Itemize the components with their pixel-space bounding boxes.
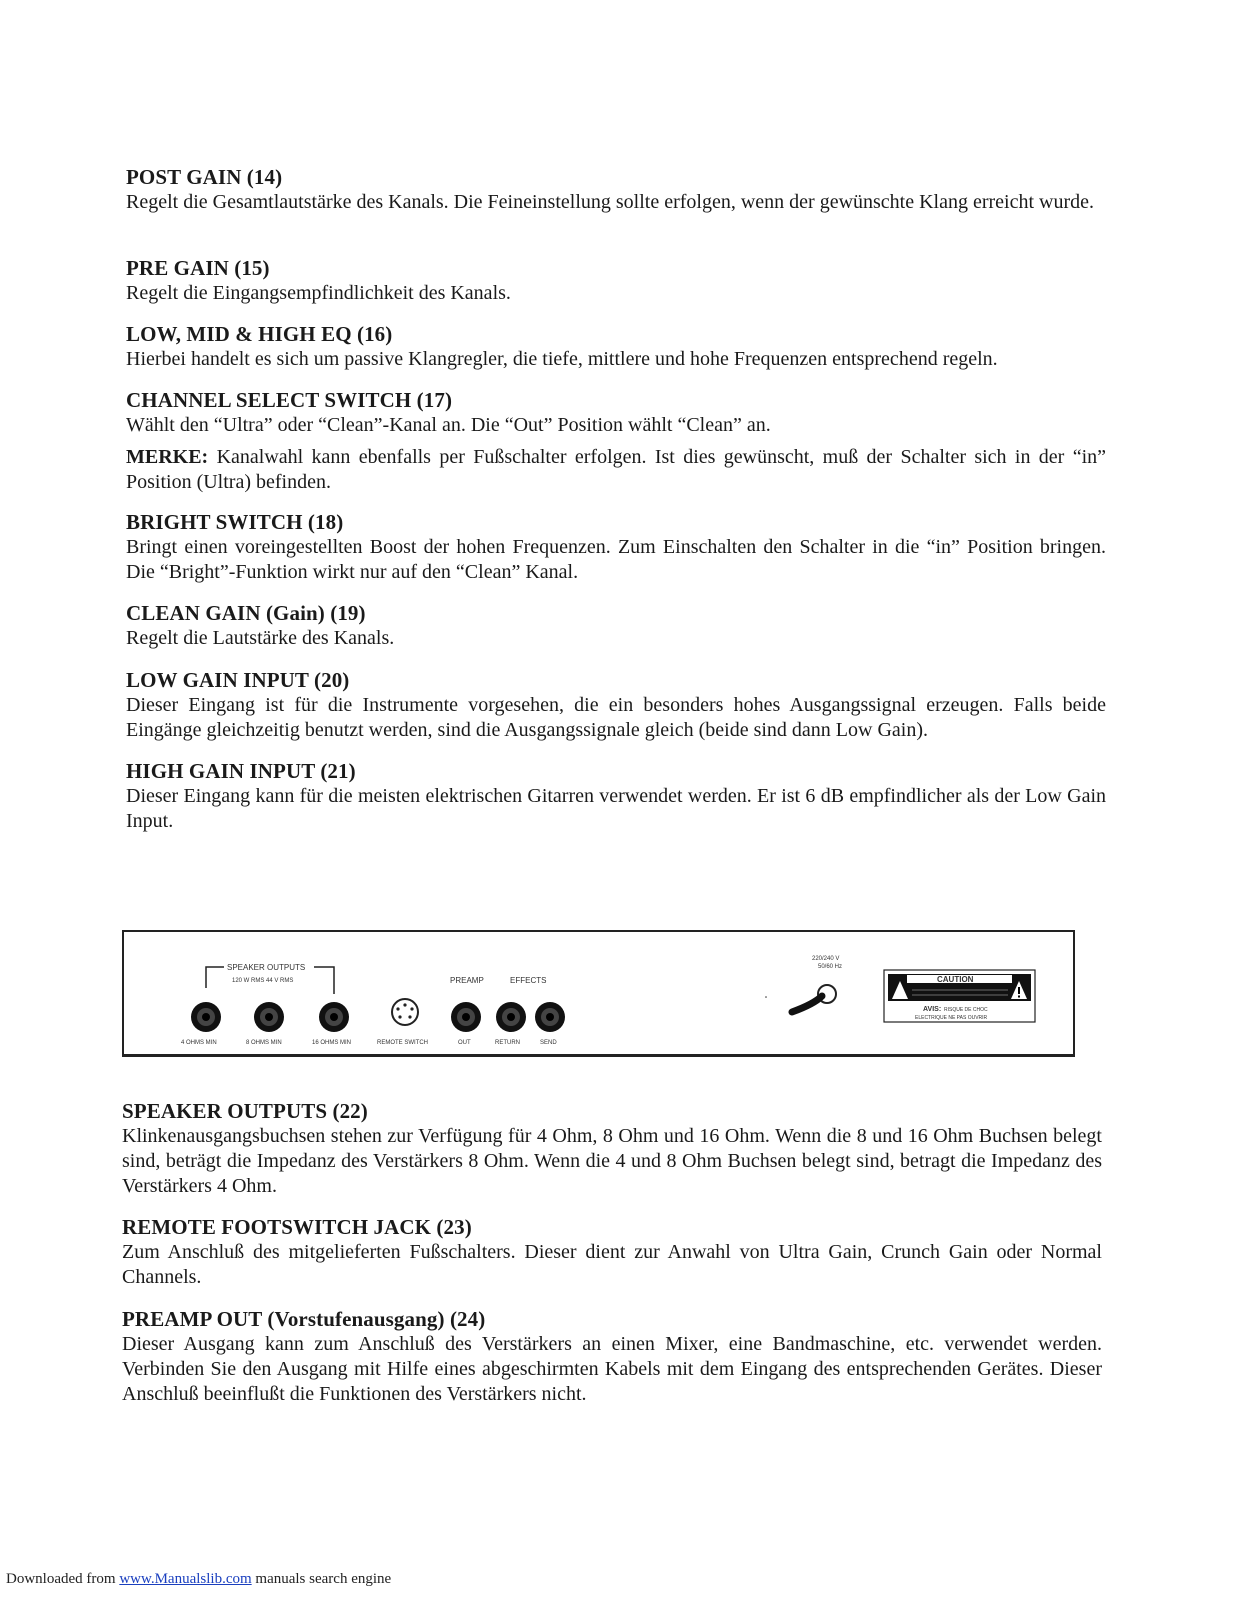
jack-16-ohm [319, 1002, 349, 1032]
effects-label: EFFECTS [510, 976, 547, 985]
section-pre-gain [126, 256, 1106, 306]
jack-8-ohm [254, 1002, 284, 1032]
jack-label-out: OUT [458, 1040, 471, 1046]
section-heading: PRE GAIN (15) [126, 256, 270, 280]
section-heading: PREAMP OUT (Vorstufenausgang) (24) [122, 1307, 486, 1331]
section-preamp-out [122, 1307, 1102, 1407]
speaker-outputs-label: SPEAKER OUTPUTS [227, 963, 306, 972]
section-heading: REMOTE FOOTSWITCH JACK (23) [122, 1215, 472, 1239]
section-heading: POST GAIN (14) [126, 165, 283, 189]
section-text: Dieser Eingang ist für die Instrumente vorgesehen, die ein besonders hohes Ausgangssignal erzeugen. Falls beide Eingänge gleichzeitig benutzt werden, sind die Ausgangssignale gleich (beide sind dann Low Gain). [126, 694, 1106, 741]
section-text: Zum Anschluß des mitgelieferten Fußschalters. Dieser dient zur Anwahl von Ultra Gain, Crunch Gain oder Normal Channels. [122, 1241, 1102, 1288]
jack-label-send: SEND [540, 1040, 557, 1046]
section-text: Dieser Ausgang kann zum Anschluß des Verstärkers an einen Mixer, eine Bandmaschine, etc. verwendet werden. Verbinden Sie den Ausgang mit Hilfe eines abgeschirmten Kabels mit dem Eingang des entsprechenden Gerätes. Dieser Anschluß beeinflußt die Funktionen des Verstärkers nicht. [122, 1333, 1102, 1405]
section-speaker-outputs [122, 1099, 1102, 1199]
section-heading: CLEAN GAIN (Gain) (19) [126, 601, 366, 625]
jack-effects-return [496, 1002, 526, 1032]
section-post-gain [126, 165, 1106, 215]
avis-text: RISQUE DE CHOC [944, 1007, 988, 1013]
section-text: Dieser Eingang kann für die meisten elektrischen Gitarren verwendet werden. Er ist 6 dB empfindlicher als der Low Gain Input. [126, 785, 1106, 832]
section-text: Bringt einen voreingestellten Boost der hohen Frequenzen. Zum Einschalten den Schalter in die “in” Position bringen. Die “Bright”-Funktion wirkt nur auf den “Clean” Kanal. [126, 536, 1106, 583]
section-text: Klinkenausgangsbuchsen stehen zur Verfügung für 4 Ohm, 8 Ohm und 16 Ohm. Wenn die 8 und 16 Ohm Buchsen belegt sind, beträgt die Impedanz des Verstärkers 8 Ohm. Wenn die 4 und 8 Ohm Buchsen belegt sind, betragt die Impedanz des Verstärkers 4 Ohm. [122, 1125, 1102, 1197]
section-text: Regelt die Eingangsempfindlichkeit des Kanals. [126, 282, 511, 304]
preamp-label: PREAMP [450, 976, 484, 985]
jack-preamp-out [451, 1002, 481, 1032]
section-heading: LOW, MID & HIGH EQ (16) [126, 322, 393, 346]
section-heading: SPEAKER OUTPUTS (22) [122, 1099, 368, 1123]
avis-text-2: ELECTRIQUE NE PAS OUVRIR [915, 1015, 988, 1021]
jack-label-return: RETURN [495, 1040, 520, 1046]
section-heading: BRIGHT SWITCH (18) [126, 510, 344, 534]
jack-label-remote-switch: REMOTE SWITCH [377, 1040, 428, 1046]
avis-label: AVIS: [923, 1006, 942, 1013]
section-text: Hierbei handelt es sich um passive Klangregler, die tiefe, mittlere und hohe Frequenzen entsprechend regeln. [126, 348, 998, 370]
section-high-gain-input [126, 759, 1106, 834]
footer-suffix: manuals search engine [251, 1571, 392, 1587]
note-text: Kanalwahl kann ebenfalls per Fußschalter erfolgen. Ist dies gewünscht, muß der Schalter sich in der “in” Position (Ultra) befinden. [126, 446, 1106, 493]
section-heading: LOW GAIN INPUT (20) [126, 668, 350, 692]
rear-panel-svg [124, 932, 1075, 1054]
bracket-left [206, 967, 224, 988]
section-clean-gain [126, 601, 1106, 651]
rear-panel-diagram [122, 930, 1075, 1057]
note-label: MERKE: [126, 446, 209, 468]
rating-label: 120 W RMS 44 V RMS [232, 978, 294, 984]
section-text: Regelt die Gesamtlautstärke des Kanals. Die Feineinstellung sollte erfolgen, wenn der gewünschte Klang erreicht wurde. [126, 191, 1095, 213]
section-remote-footswitch [122, 1215, 1102, 1290]
section-channel-select [126, 388, 1106, 495]
section-text: Wählt den “Ultra” oder “Clean”-Kanal an. Die “Out” Position wählt “Clean” an. [126, 414, 771, 436]
remote-switch-din-jack [392, 999, 418, 1025]
section-bright-switch [126, 510, 1106, 585]
power-cord-icon [765, 985, 836, 1012]
manualslib-link[interactable]: www.Manualslib.com [119, 1571, 252, 1587]
power-label-voltage: 220/240 V [812, 956, 840, 962]
jack-label-16-ohm: 16 OHMS MIN [312, 1040, 352, 1046]
caution-label [884, 970, 1035, 1022]
section-text: Regelt die Lautstärke des Kanals. [126, 627, 395, 649]
jack-label-4-ohm: 4 OHMS MIN [181, 1040, 217, 1046]
footer-prefix: Downloaded from [6, 1571, 120, 1587]
power-label-frequency: 50/60 Hz [818, 964, 843, 970]
bracket-right [314, 967, 334, 994]
jack-4-ohm [191, 1002, 221, 1032]
jack-label-8-ohm: 8 OHMS MIN [246, 1040, 282, 1046]
note-paragraph [126, 445, 1106, 495]
section-eq [126, 322, 1106, 372]
section-low-gain-input [126, 668, 1106, 743]
section-heading: CHANNEL SELECT SWITCH (17) [126, 388, 453, 412]
download-footer [6, 1571, 391, 1588]
caution-title: CAUTION [937, 975, 974, 984]
jack-effects-send [535, 1002, 565, 1032]
section-heading: HIGH GAIN INPUT (21) [126, 759, 356, 783]
